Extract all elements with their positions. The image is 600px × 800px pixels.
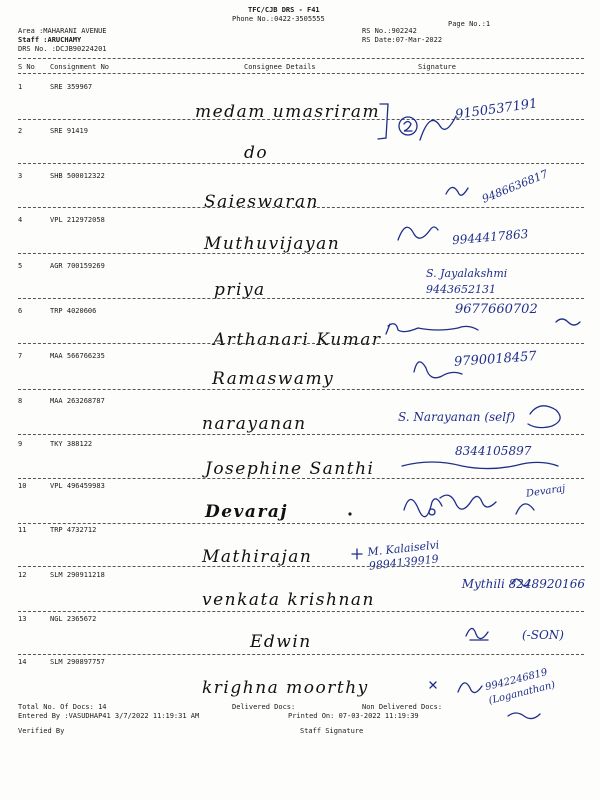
row-sno: 11 xyxy=(18,526,27,534)
consignee-name: Mathirajan xyxy=(202,547,313,567)
signature-phone: 9942246819 (Loganathan) xyxy=(484,667,557,707)
row-sno: 10 xyxy=(18,482,27,490)
signature-phone: 9677660702 xyxy=(455,302,538,317)
consignee-name: venkata krishnan xyxy=(202,590,375,610)
consignee-name: Edwin xyxy=(250,632,312,652)
verified-by: Verified By xyxy=(18,727,65,735)
rs-number: RS No.:902242 xyxy=(362,27,417,35)
consignee-name: Muthuvijayan xyxy=(204,234,341,254)
consignee-name: Arthanari Kumar xyxy=(213,330,382,350)
consignee-name: Saieswaran xyxy=(204,192,319,212)
signature-phone: 9944417863 xyxy=(451,226,529,248)
col-signature: Signature xyxy=(418,63,456,71)
signature-phone: Mythili 8248920166 xyxy=(461,577,585,591)
row-consignment: TRP 4732712 xyxy=(50,526,97,534)
row-consignment: TKY 388122 xyxy=(50,440,93,448)
signature-name: S. Narayanan (self) xyxy=(398,410,516,424)
row-consignment: VPL 496459983 xyxy=(50,482,105,490)
col-consignment: Consignment No xyxy=(50,63,110,71)
row-consignment: SLM 290897757 xyxy=(50,658,105,666)
row-sno: 7 xyxy=(18,352,23,360)
row-consignment: AGR 700159269 xyxy=(50,262,105,270)
phone-number: Phone No.:0422-3505555 xyxy=(232,15,325,23)
row-sno: 8 xyxy=(18,397,23,405)
row-sno: 13 xyxy=(18,615,27,623)
delivered-docs: Delivered Docs: xyxy=(232,703,296,711)
col-sno: S No xyxy=(18,63,35,71)
entered-by: Entered By :VASUDHAP41 3/7/2022 11:19:31 AM xyxy=(18,712,200,720)
area-label: Area :MAHARANI AVENUE xyxy=(18,27,107,35)
col-details: Consignee Details xyxy=(244,63,316,71)
staff-label: Staff :ARUCHAMY xyxy=(18,36,82,44)
row-sno: 12 xyxy=(18,571,27,579)
row-sno: 5 xyxy=(18,262,23,270)
signature-name: Devaraj xyxy=(525,483,566,500)
row-sno: 4 xyxy=(18,216,23,224)
row-sno: 1 xyxy=(18,83,23,91)
consignee-name: narayanan xyxy=(202,414,307,434)
total-docs: Total No. Of Docs: 14 xyxy=(18,703,107,711)
signature-phone: 9486636817 xyxy=(480,167,550,206)
row-sno: 6 xyxy=(18,307,23,315)
row-consignment: MAA 566766235 xyxy=(50,352,105,360)
row-consignment: TRP 4020606 xyxy=(50,307,97,315)
non-delivered-docs: Non Delivered Docs: xyxy=(362,703,443,711)
row-sno: 3 xyxy=(18,172,23,180)
rs-date: RS Date:07-Mar-2022 xyxy=(362,36,443,44)
row-consignment: SLM 290911218 xyxy=(50,571,105,579)
row-consignment: SHB 500012322 xyxy=(50,172,105,180)
row-consignment: MAA 263268787 xyxy=(50,397,105,405)
signature-phone: 8344105897 xyxy=(455,444,532,458)
signature-phone: 9150537191 xyxy=(454,96,539,123)
consignee-name: medam umasriram xyxy=(195,102,381,122)
row-consignment: VPL 212972058 xyxy=(50,216,105,224)
page-number: Page No.:1 xyxy=(448,20,491,28)
drs-number: DRS No. :DCJB90224201 xyxy=(18,45,107,53)
row-consignment: SRE 359967 xyxy=(50,83,93,91)
consignee-name: krighna moorthy xyxy=(202,678,369,698)
row-sno: 14 xyxy=(18,658,27,666)
consignee-name: Ramaswamy xyxy=(212,369,335,389)
signature-phone: 9790018457 xyxy=(453,349,538,370)
row-sno: 9 xyxy=(18,440,23,448)
row-consignment: SRE 91419 xyxy=(50,127,88,135)
staff-signature: Staff Signature xyxy=(300,727,364,735)
signature-phone: M. Kalaiselvi 9894139919 xyxy=(366,538,440,573)
consignee-name: do xyxy=(244,143,269,163)
consignee-name: Devaraj xyxy=(205,502,289,522)
document-title: TFC/CJB DRS - F41 xyxy=(248,6,320,14)
signature-note: (-SON) xyxy=(522,628,564,642)
consignee-name: priya xyxy=(214,280,266,300)
signature-phone: S. Jayalakshmi 9443652131 xyxy=(426,267,508,296)
row-sno: 2 xyxy=(18,127,23,135)
printed-on: Printed On: 07-03-2022 11:19:39 xyxy=(288,712,419,720)
row-consignment: NGL 2365672 xyxy=(50,615,97,623)
consignee-name: Josephine Santhi xyxy=(205,459,375,479)
